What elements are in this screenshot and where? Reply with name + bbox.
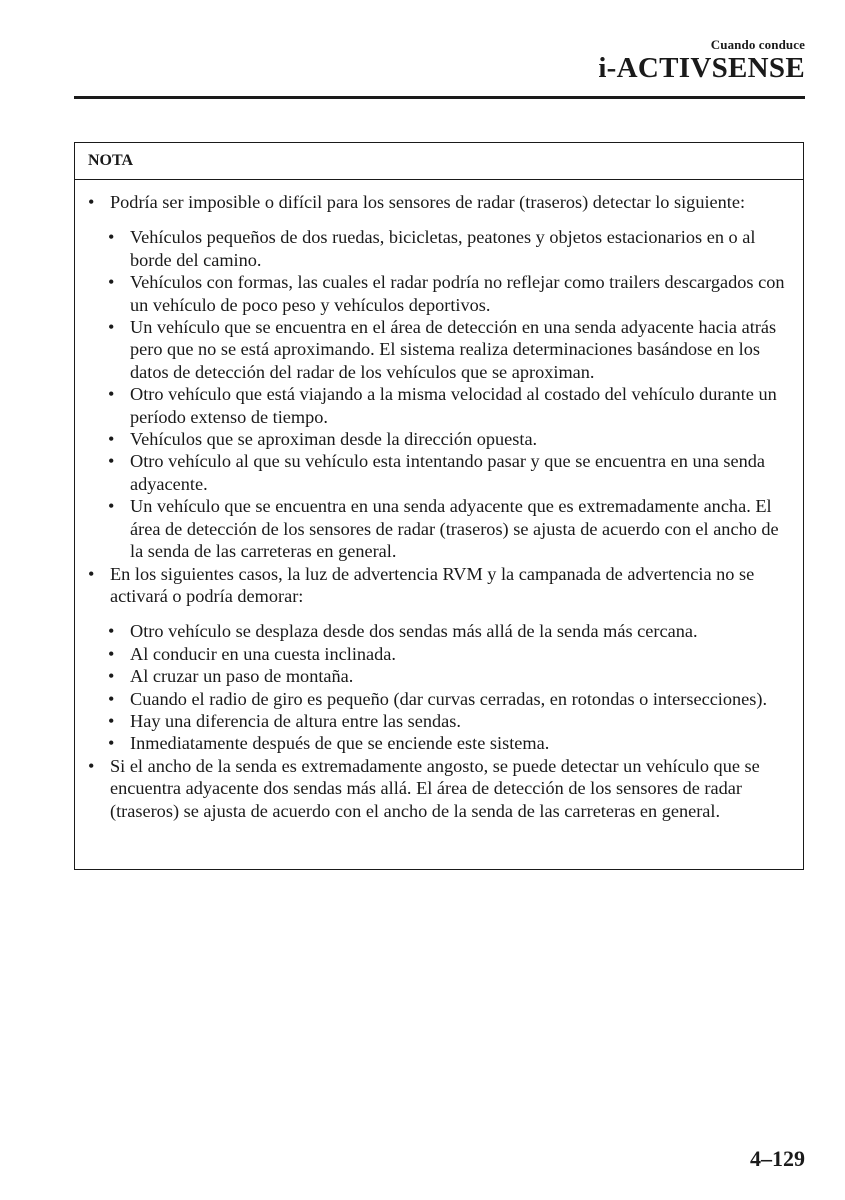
- bullet-icon: •: [108, 384, 115, 405]
- sub-list-item: [107, 665, 795, 687]
- sub-list-item-text: Otro vehículo que está viajando a la misma velocidad al costado del vehículo durante un período extenso de tiempo.: [130, 384, 777, 427]
- sub-list: [87, 620, 795, 754]
- page-title: i-ACTIVSENSE: [598, 52, 805, 84]
- list-item: [87, 191, 795, 213]
- sub-list-item: [107, 732, 795, 754]
- note-heading: NOTA: [75, 143, 803, 180]
- sub-list-item-text: Inmediatamente después de que se enciende este sistema.: [130, 733, 550, 754]
- bullet-icon: •: [108, 710, 115, 731]
- bullet-icon: •: [108, 496, 115, 517]
- bullet-icon: •: [108, 643, 115, 664]
- sub-list-item-text: Hay una diferencia de altura entre las sendas.: [130, 710, 461, 731]
- sub-list-item: [107, 271, 795, 316]
- sub-list-item: [107, 710, 795, 732]
- sub-list-item: [107, 620, 795, 642]
- sub-list-item: [107, 226, 795, 271]
- sub-list-item-text: Vehículos que se aproximan desde la dirección opuesta.: [130, 429, 538, 450]
- bullet-icon: •: [108, 227, 115, 248]
- list-item: [87, 563, 795, 608]
- bullet-icon: •: [88, 755, 95, 776]
- sub-list-item-text: Vehículos con formas, las cuales el radar podría no reflejar como trailers descargados con un vehículo de poco peso y vehículos deportivos.: [130, 272, 785, 315]
- bullet-icon: •: [108, 688, 115, 709]
- sub-list-item: [107, 643, 795, 665]
- header-divider: [74, 96, 805, 99]
- sub-list: [87, 226, 795, 562]
- bullet-icon: •: [88, 563, 95, 584]
- sub-list-item: [107, 383, 795, 428]
- list-item: [87, 755, 795, 822]
- bullet-icon: •: [108, 666, 115, 687]
- bullet-icon: •: [108, 733, 115, 754]
- sub-list-item-text: Vehículos pequeños de dos ruedas, bicicletas, peatones y objetos estacionarios en o al borde del camino.: [130, 227, 756, 270]
- bullet-icon: •: [88, 192, 95, 212]
- sub-list-item-text: Cuando el radio de giro es pequeño (dar curvas cerradas, en rotondas o intersecciones).: [130, 688, 768, 709]
- sub-list-item-text: Al conducir en una cuesta inclinada.: [130, 643, 396, 664]
- page-number: 4–129: [750, 1146, 805, 1171]
- sub-list-item-text: Otro vehículo se desplaza desde dos sendas más allá de la senda más cercana.: [130, 621, 698, 642]
- note-body: [75, 180, 803, 822]
- bullet-icon: •: [108, 621, 115, 642]
- sub-list-item-text: Al cruzar un paso de montaña.: [130, 666, 354, 687]
- sub-list-item: [107, 450, 795, 495]
- bullet-icon: •: [108, 317, 115, 338]
- sub-list-item: [107, 688, 795, 710]
- sub-list-item: [107, 428, 795, 450]
- header-section-label: Cuando conduce: [710, 37, 805, 52]
- list-item-text: En los siguientes casos, la luz de advertencia RVM y la campanada de advertencia no se activará o podría demorar:: [110, 563, 755, 606]
- note-box: [74, 142, 804, 870]
- list-item-text: Si el ancho de la senda es extremadamente angosto, se puede detectar un vehículo que se encuentra adyacente dos sendas más allá. El área de detección de los sensores de radar (traseros) se ajusta de acuerdo con el ancho de la senda de las carreteras en general.: [110, 755, 760, 821]
- bullet-icon: •: [108, 272, 115, 293]
- sub-list-item-text: Un vehículo que se encuentra en el área de detección en una senda adyacente hacia atrás pero que no se está aproximando. El sistema realiza determinaciones basándose en los datos de detección del radar de los vehículos que se aproximan.: [130, 317, 777, 382]
- sub-list-item: [107, 316, 795, 383]
- bullet-icon: •: [108, 451, 115, 472]
- sub-list-item: [107, 495, 795, 562]
- bullet-icon: •: [108, 429, 115, 450]
- sub-list-item-text: Otro vehículo al que su vehículo esta intentando pasar y que se encuentra en una senda adyacente.: [130, 451, 766, 494]
- list-item-text: Podría ser imposible o difícil para los sensores de radar (traseros) detectar lo siguiente:: [110, 192, 746, 212]
- sub-list-item-text: Un vehículo que se encuentra en una senda adyacente que es extremadamente ancha. El área de detección de los sensores de radar (traseros) se ajusta de acuerdo con el ancho de la senda de las carreteras en general.: [130, 496, 779, 562]
